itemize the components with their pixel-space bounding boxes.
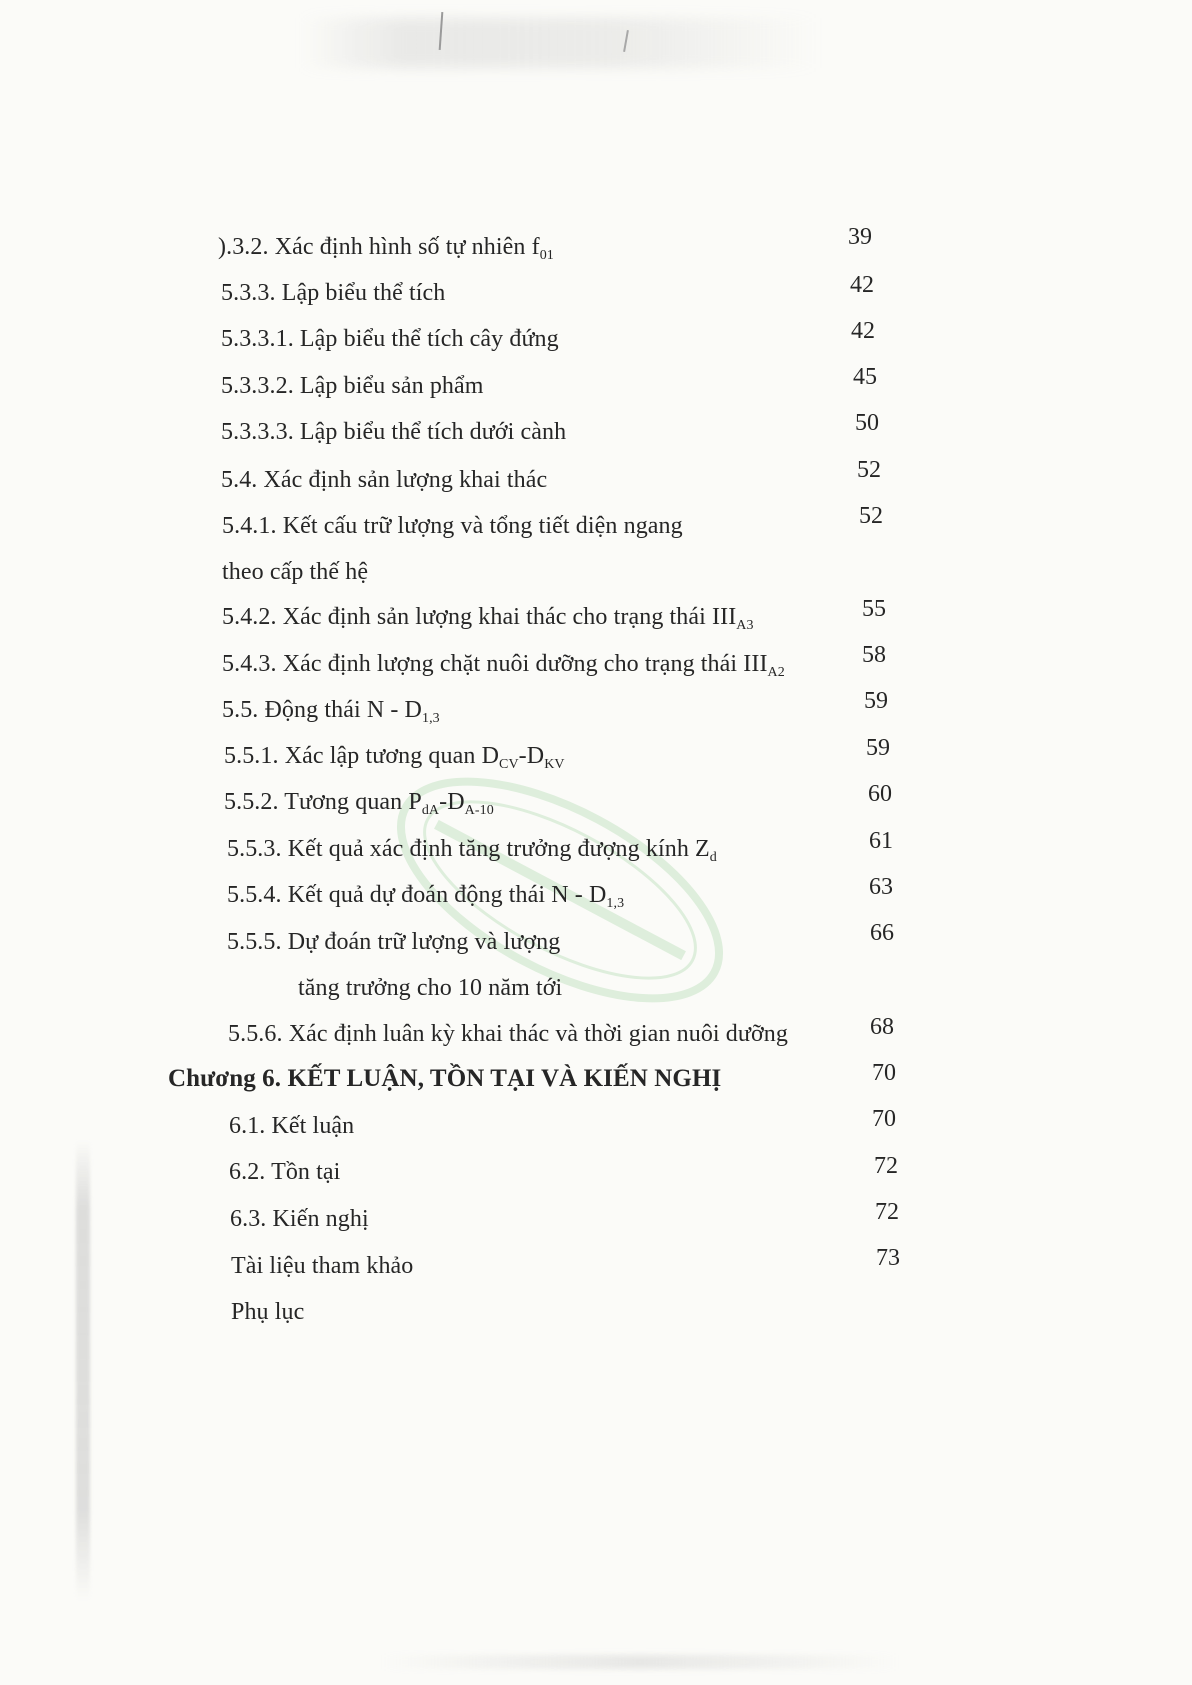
toc-page-number: 73 bbox=[876, 1245, 900, 1271]
entry-text: 5.4.3. Xác định lượng chặt nuôi dưỡng cho trạng thái III bbox=[222, 651, 768, 677]
entry-text: Chương 6. KẾT LUẬN, TỒN TẠI VÀ KIẾN NGHỊ bbox=[168, 1065, 722, 1092]
subscript-text: A3 bbox=[736, 618, 754, 633]
toc-entry-title bbox=[221, 324, 559, 354]
toc-entry-title bbox=[222, 511, 683, 541]
toc-page-number: 52 bbox=[857, 457, 881, 483]
toc-entry-title bbox=[222, 649, 785, 679]
entry-text: 6.2. Tồn tại bbox=[229, 1159, 341, 1185]
subscript-text: d bbox=[709, 850, 717, 865]
toc-entry-title bbox=[298, 973, 562, 1003]
scan-smudge-top bbox=[300, 18, 820, 68]
entry-text: 6.1. Kết luận bbox=[229, 1113, 355, 1139]
entry-text: 5.4.2. Xác định sản lượng khai thác cho trạng thái III bbox=[222, 604, 737, 630]
entry-text: 5.5.6. Xác định luân kỳ khai thác và thời gian nuôi dưỡng bbox=[228, 1021, 788, 1047]
entry-text: Phụ lục bbox=[231, 1299, 305, 1325]
toc-entry-title bbox=[228, 1019, 788, 1049]
entry-text: 5.5.1. Xác lập tương quan D bbox=[224, 743, 500, 769]
toc-page-number: 68 bbox=[870, 1014, 894, 1040]
toc-entry-title bbox=[222, 557, 368, 587]
entry-text: 6.3. Kiến nghị bbox=[230, 1206, 369, 1232]
subscript-text: 01 bbox=[539, 248, 554, 263]
entry-text: 5.4.1. Kết cấu trữ lượng và tổng tiết diện ngang bbox=[222, 513, 683, 539]
entry-text: -D bbox=[518, 743, 545, 769]
entry-text: 5.5. Động thái N - D bbox=[222, 697, 422, 723]
toc-entry-title bbox=[222, 602, 754, 632]
entry-text: 5.5.2. Tương quan P bbox=[224, 789, 422, 815]
subscript-text: 1,3 bbox=[421, 711, 440, 726]
toc-page-number: 60 bbox=[868, 781, 892, 807]
entry-text: Tài liệu tham khảo bbox=[231, 1253, 414, 1279]
toc-page-number: 58 bbox=[862, 642, 886, 668]
toc-page-number: 50 bbox=[855, 410, 879, 436]
subscript-text: CV bbox=[499, 757, 519, 772]
entry-text: 5.3.3.2. Lập biểu sản phẩm bbox=[221, 373, 484, 399]
toc-page-number: 42 bbox=[851, 318, 875, 344]
entry-text: 5.3.3.3. Lập biểu thể tích dưới cành bbox=[221, 419, 567, 445]
toc-entry-title bbox=[230, 1204, 369, 1234]
toc-entry-title bbox=[231, 1297, 304, 1327]
toc-page-number: 61 bbox=[869, 828, 893, 854]
toc-page-number: 72 bbox=[874, 1153, 898, 1179]
subscript-text: 1,3 bbox=[606, 896, 625, 911]
toc-entry-title bbox=[222, 695, 440, 725]
toc-entry-title bbox=[221, 417, 566, 447]
toc-page-number: 55 bbox=[862, 596, 886, 622]
entry-text: 5.3.3. Lập biểu thể tích bbox=[221, 280, 446, 306]
toc-page-number: 70 bbox=[872, 1060, 896, 1086]
toc-page-number: 66 bbox=[870, 920, 894, 946]
entry-text: -D bbox=[439, 789, 465, 815]
toc-entry-title bbox=[231, 1251, 413, 1281]
entry-text: ).3.2. Xác định hình số tự nhiên f bbox=[218, 234, 540, 260]
toc-entry-title bbox=[221, 371, 484, 401]
entry-text: 5.5.5. Dự đoán trữ lượng và lượng bbox=[227, 929, 561, 955]
toc-chapter-title bbox=[168, 1064, 721, 1094]
entry-text: theo cấp thế hệ bbox=[222, 559, 369, 585]
toc-page-number: 45 bbox=[853, 364, 877, 390]
toc-page-number: 39 bbox=[848, 224, 872, 250]
toc-entry-title bbox=[221, 465, 547, 495]
subscript-text: A2 bbox=[767, 665, 785, 680]
toc-entry-title bbox=[229, 1111, 354, 1141]
entry-text: 5.5.4. Kết quả dự đoán động thái N - D bbox=[227, 882, 607, 908]
toc-entry-title bbox=[218, 232, 554, 262]
toc-page-number: 59 bbox=[864, 688, 888, 714]
toc-page-number: 52 bbox=[859, 503, 883, 529]
toc-entry-title bbox=[227, 927, 560, 957]
entry-text: 5.3.3.1. Lập biểu thể tích cây đứng bbox=[221, 326, 559, 352]
toc-entry-title bbox=[227, 834, 717, 864]
toc-entry-title bbox=[224, 741, 565, 771]
toc-entry-title bbox=[221, 278, 445, 308]
toc-entry-title bbox=[229, 1157, 340, 1187]
toc-entry-title bbox=[227, 880, 624, 910]
entry-text: tăng trưởng cho 10 năm tới bbox=[298, 975, 563, 1001]
subscript-text: KV bbox=[544, 757, 565, 772]
toc-page-number: 63 bbox=[869, 874, 893, 900]
scan-smudge-bottom bbox=[380, 1655, 900, 1669]
toc-entry-title bbox=[224, 787, 494, 817]
scan-edge-shadow bbox=[76, 1140, 90, 1600]
subscript-text: A-10 bbox=[464, 803, 494, 818]
toc-page-number: 42 bbox=[850, 272, 874, 298]
toc-page-number: 70 bbox=[872, 1106, 896, 1132]
toc-page-number: 72 bbox=[875, 1199, 899, 1225]
entry-text: 5.5.3. Kết quả xác định tăng trưởng đượng kính Z bbox=[227, 836, 710, 862]
entry-text: 5.4. Xác định sản lượng khai thác bbox=[221, 467, 548, 493]
subscript-text: dA bbox=[421, 803, 440, 818]
toc-page-number: 59 bbox=[866, 735, 890, 761]
